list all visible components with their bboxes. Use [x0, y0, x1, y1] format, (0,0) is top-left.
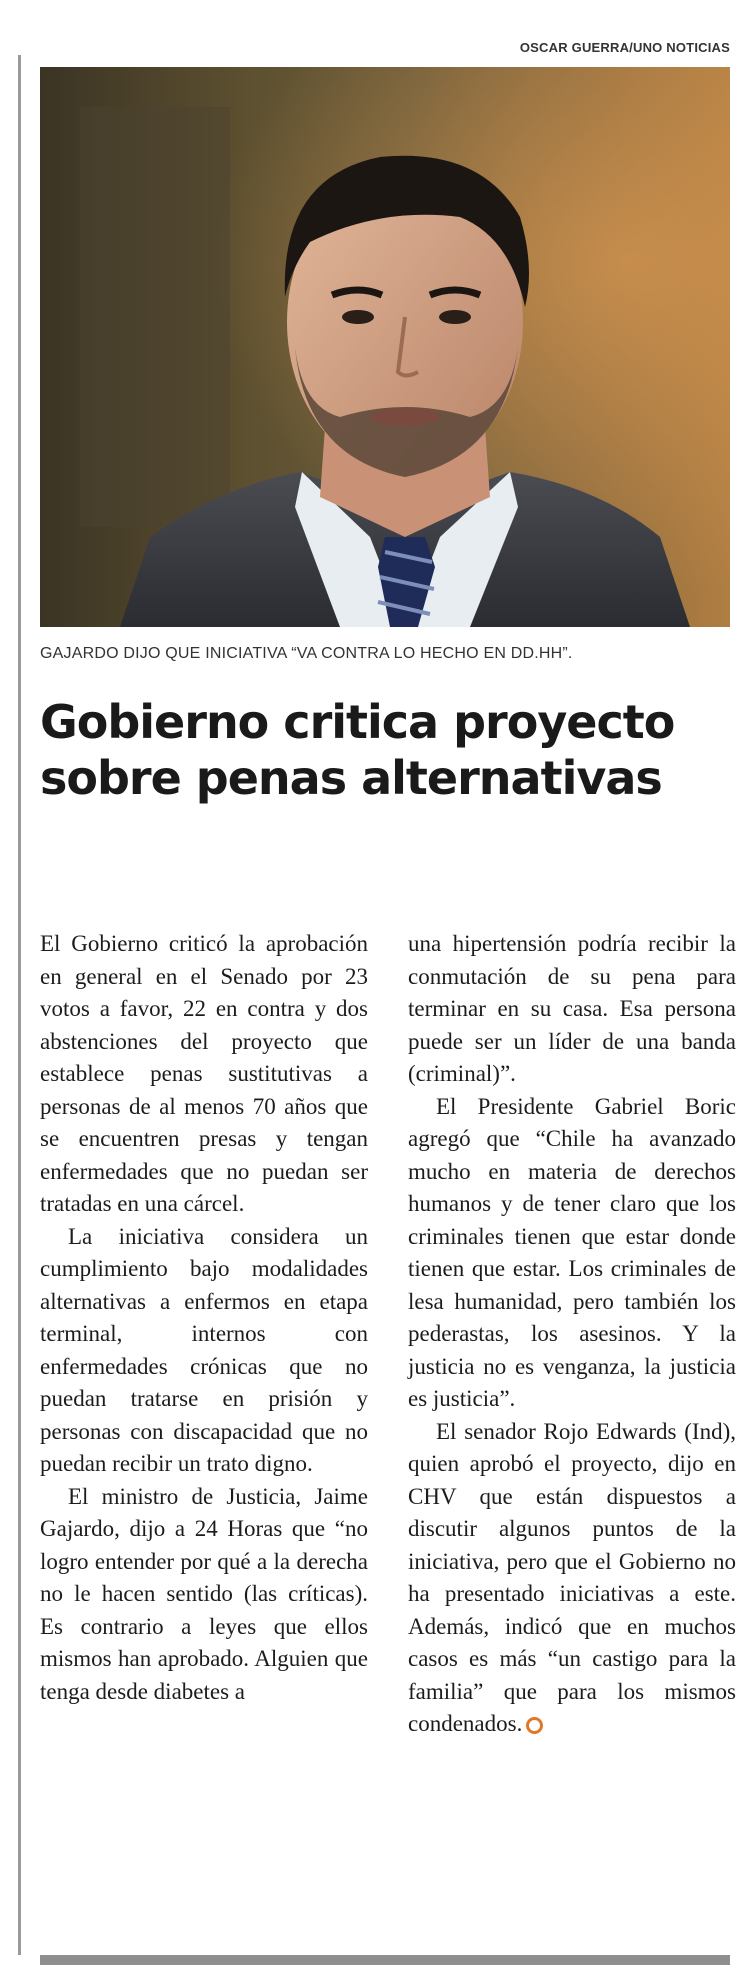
paragraph-text: El senador Rojo Edwards (Ind), quien aprobó el proyecto, dijo en CHV que están dispuestos a discutir algunos puntos de la iniciativa, pero que el Gobierno no ha presentado iniciativas a este. Además, indicó que en muchos casos es más “un castigo para la familia” que para los mismos condenados. — [408, 1418, 736, 1736]
paragraph: El ministro de Justicia, Jaime Gajardo, dijo a 24 Horas que “no logro entender por qué a la derecha no le hacen sentido (las críticas). Es contrario a leyes que ellos mismos han aprobado. Alguien que tenga desde diabetes a — [40, 1483, 368, 1704]
paragraph: El Gobierno criticó la aprobación en general en el Senado por 23 votos a favor, 22 en contra y dos abstenciones del proyecto que establece penas sustitutivas a personas de al menos 70 años que se encuentren presas y tengan enfermedades que no puedan ser tratadas en una cárcel. — [40, 931, 368, 1216]
paragraph: La iniciativa considera un cumplimiento bajo modalidades alternativas a enfermos en etapa terminal, internos con enfermedades crónicas que no puedan tratarse en prisión y personas con discapacidad que no puedan recibir un trato digno. — [40, 1223, 368, 1476]
portrait-illustration — [40, 67, 730, 627]
news-photo — [40, 67, 730, 627]
bottom-rule — [40, 1955, 730, 1965]
paragraph: una hipertensión podría recibir la conmutación de su pena para terminar en su casa. Esa persona puede ser un líder de una banda (criminal)”. — [408, 931, 736, 1086]
photo-caption: GAJARDO DIJO QUE INICIATIVA “VA CONTRA LO HECHO EN DD.HH”. — [40, 645, 573, 662]
article-headline: Gobierno critica proyecto sobre penas alternativas — [40, 695, 675, 805]
end-of-article-icon — [526, 1717, 543, 1734]
article-column-right — [408, 928, 736, 1741]
left-margin-rule — [18, 55, 21, 1955]
article-column-left — [40, 928, 368, 1708]
paragraph: El Presidente Gabriel Boric agregó que “Chile ha avanzado mucho en materia de derechos humanos y de tener claro que los criminales tienen que estar donde tienen que estar. Los criminales de lesa humanidad, pero también los pederastas, los asesinos. Y la justicia no es venganza, la justicia es justicia”. — [408, 1093, 736, 1411]
paragraph-last — [408, 1416, 736, 1741]
photo-credit: OSCAR GUERRA/UNO NOTICIAS — [519, 40, 730, 55]
